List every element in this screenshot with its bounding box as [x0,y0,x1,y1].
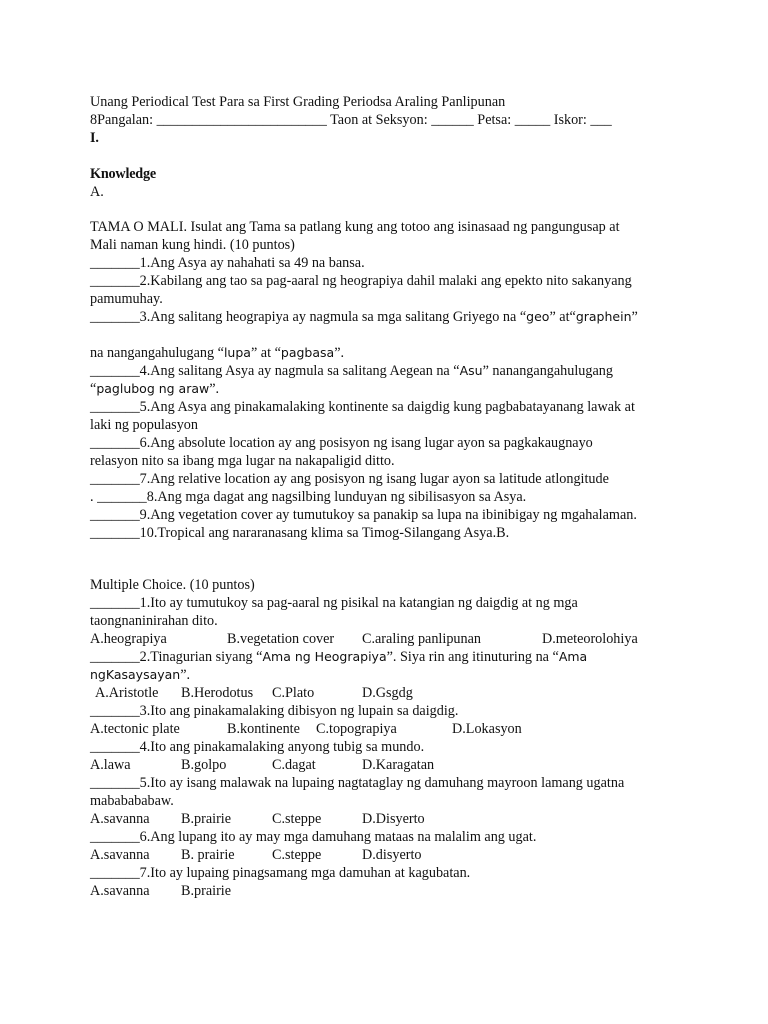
tf-item-9: _______9.Ang vegetation cover ay tumutukoy sa panakip sa lupa na ibinibigay ng mgahalaman. [90,507,637,523]
student-info-line: 8Pangalan: ________________________ Taon at Seksyon: ______ Petsa: _____ Iskor: ___ [90,112,612,128]
mc-4-option-c: C.dagat [272,757,316,773]
mc-6-option-c: C.steppe [272,847,322,863]
mc-6-option-a: A.savanna [90,847,150,863]
text-segment: ” [631,309,638,325]
mc-5-option-b: B.prairie [181,811,232,827]
tf-item-4-cont [90,380,219,398]
quoted-term: geo [526,309,550,324]
text-segment: _______2.Tinagurian siyang “ [90,649,263,665]
mc-1-option-a: A.heograpiya [90,631,167,647]
document-title: Unang Periodical Test Para sa First Grading Periodsa Araling Panlipunan [90,94,506,110]
text-segment: ”. [180,667,191,683]
mc-question-2 [90,648,587,666]
mc-7-option-b: B.prairie [181,883,232,899]
mc-2-option-a: A.Aristotle [95,685,159,701]
text-segment: ” at “ [250,345,281,361]
tf-item-3-cont [90,344,344,362]
mc-question-4: _______4.Ito ang pinakamalaking anyong tubig sa mundo. [90,739,425,755]
tf-item-4 [90,362,613,380]
section-heading-knowledge: Knowledge [90,166,156,182]
mc-5-option-a: A.savanna [90,811,150,827]
mc-3-option-c: C.topograpiya [316,721,397,737]
tf-item-8: . _______8.Ang mga dagat ang nagsilbing lunduyan ng sibilisasyon sa Asya. [90,489,527,505]
mc-3-option-a: A.tectonic plate [90,721,180,737]
mc-5-option-d: D.Disyerto [362,811,425,827]
text-segment: ”. [209,381,220,397]
tf-item-5-cont: laki ng populasyon [90,417,198,433]
quoted-term: Ama ng Heograpiya [262,649,387,664]
text-segment: ”. [334,345,345,361]
text-segment: na nangangahulugang “ [90,345,224,361]
tf-item-5: _______5.Ang Asya ang pinakamalaking kontinente sa daigdig kung pagbabatayanang lawak at [90,399,635,415]
text-segment: “ [90,381,97,397]
mc-question-1-cont: taongnaninirahan dito. [90,613,218,629]
quoted-term: pagbasa [280,345,335,360]
mc-4-option-d: D.Karagatan [362,757,435,773]
mc-question-2-cont [90,666,190,684]
tf-item-7: _______7.Ang relative location ay ang posisyon ng isang lugar ayon sa latitude atlongitude [90,471,609,487]
mc-2-option-b: B.Herodotus [181,685,254,701]
tf-item-10: _______10.Tropical ang nararanasang klima sa Timog-Silangang Asya.B. [90,525,510,541]
mc-6-option-d: D.disyerto [362,847,422,863]
quoted-term: graphein [575,309,632,324]
mc-4-option-a: A.lawa [90,757,131,773]
mc-question-5-cont: mababababaw. [90,793,174,809]
quoted-term: lupa [223,345,251,360]
mc-5-option-c: C.steppe [272,811,322,827]
quoted-term: Asu [459,363,483,378]
mc-6-option-b: B. prairie [181,847,235,863]
tf-item-1: _______1.Ang Asya ay nahahati sa 49 na bansa. [90,255,365,271]
mc-3-option-b: B.kontinente [227,721,300,737]
mc-2-option-d: D.Gsgdg [362,685,413,701]
mc-1-option-b: B.vegetation cover [227,631,335,647]
text-segment: ” nanangangahulugang [482,363,613,379]
mc-1-option-d: D.meteorolohiya [542,631,638,647]
quoted-term: ngKasaysayan [90,667,181,682]
part-number: I. [90,130,99,146]
text-segment: ”. Siya rin ang itinuturing na “ [386,649,559,665]
mc-question-3: _______3.Ito ang pinakamalaking dibisyon ng lupain sa daigdig. [90,703,459,719]
mc-2-option-c: C.Plato [272,685,315,701]
mc-question-1: _______1.Ito ay tumutukoy sa pag-aaral ng pisikal na katangian ng daigdig at ng mga [90,595,578,611]
quoted-term: paglubog ng araw [96,381,210,396]
mc-question-7: _______7.Ito ay lupaing pinagsamang mga damuhan at kagubatan. [90,865,471,881]
mc-1-option-c: C.araling panlipunan [362,631,481,647]
text-segment: _______4.Ang salitang Asya ay nagmula sa salitang Aegean na “ [90,363,460,379]
instructions-line-2: Mali naman kung hindi. (10 puntos) [90,237,295,253]
section-heading-multiple-choice: Multiple Choice. (10 puntos) [90,577,255,593]
mc-4-option-b: B.golpo [181,757,227,773]
mc-3-option-d: D.Lokasyon [452,721,522,737]
section-letter: A. [90,184,104,200]
tf-item-2-cont: pamumuhay. [90,291,163,307]
quoted-term: Ama [558,649,588,664]
mc-question-5: _______5.Ito ay isang malawak na lupaing nagtataglay ng damuhang mayroon lamang ugatna [90,775,625,791]
mc-7-option-a: A.savanna [90,883,150,899]
tf-item-2: _______2.Kabilang ang tao sa pag-aaral ng heograpiya dahil malaki ang epekto nito sakanyang [90,273,632,289]
text-segment: ” at“ [549,309,576,325]
tf-item-6: _______6.Ang absolute location ay ang posisyon ng isang lugar ayon sa pagkakaugnayo [90,435,593,451]
tf-item-6-cont: relasyon nito sa ibang mga lugar na nakapaligid ditto. [90,453,395,469]
tf-item-3 [90,308,638,326]
text-segment: _______3.Ang salitang heograpiya ay nagmula sa mga salitang Griyego na “ [90,309,527,325]
mc-question-6: _______6.Ang lupang ito ay may mga damuhang mataas na malalim ang ugat. [90,829,537,845]
instructions-line-1: TAMA O MALI. Isulat ang Tama sa patlang kung ang totoo ang isinasaad ng pangungusap at [90,219,620,235]
